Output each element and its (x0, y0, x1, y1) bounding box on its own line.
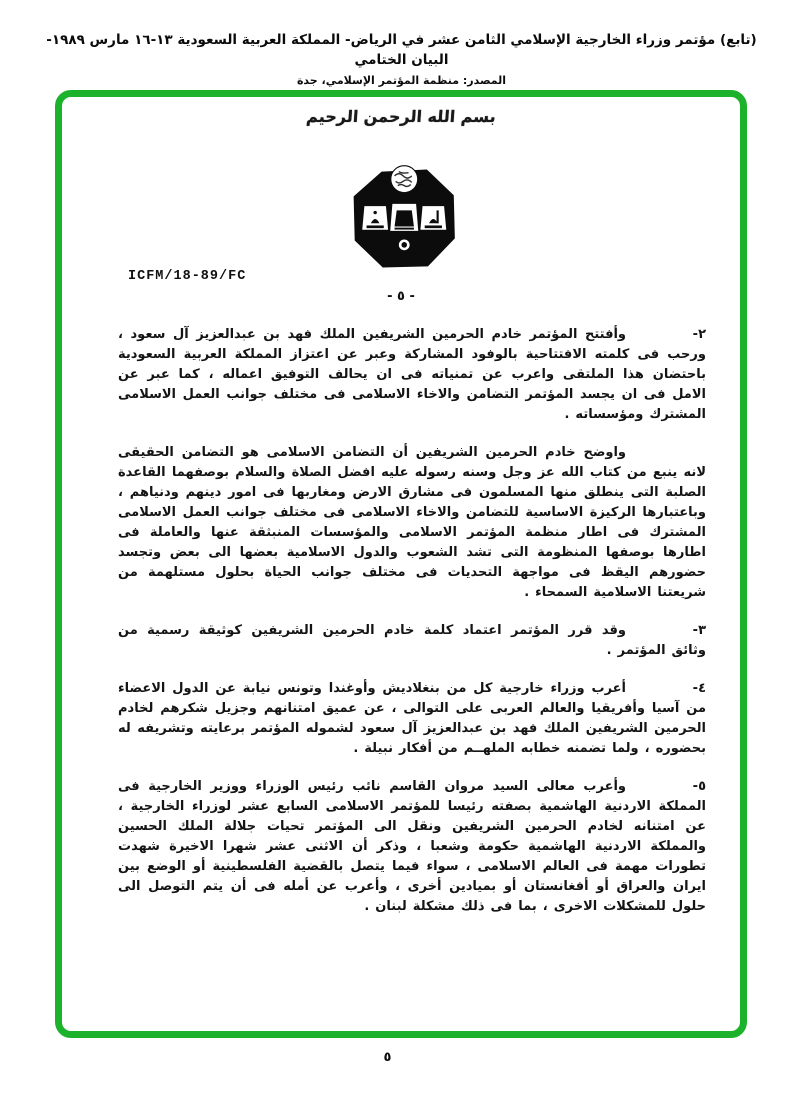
oic-emblem (350, 163, 458, 279)
paragraph-text: أعرب وزراء خارجية كل من بنغلاديش وأوغندا وتونس نيابة عن الدول الاعضاء من آسيا وأفريقيا والعالم العربى على التوالى ، عن عميق امتنانهم وجزيل شكرهم لخادم الحرمين الشريفين الملك فهد بن عبدالعزيز آل سعود لشموله المؤتمر برعايته وتشريفه له بحضوره ، ولما تضمنه خطابه الملهــم من أفكار نبيلة . (118, 681, 706, 756)
page-marker: - ٥ - (387, 289, 415, 304)
header-title: (تابع) مؤتمر وزراء الخارجية الإسلامي الثامن عشر في الرياض- المملكة العربية السعودية ١٣-١٦ مارس ١٩٨٩- البيان الختامي (46, 32, 757, 68)
footer-page-number: ٥ (383, 1050, 392, 1065)
paragraph (118, 777, 706, 917)
paragraph-number: ٣- (692, 623, 706, 638)
oic-emblem-graphic (350, 163, 458, 275)
header-source: المصدر: منظمة المؤتمر الإسلامي، جدة (296, 74, 507, 87)
paragraph (118, 325, 706, 425)
paragraph-text: وأفتتح المؤتمر خادم الحرمين الشريفين الملك فهد بن عبدالعزيز آل سعود ، ورحب فى كلمته الافتتاحية بالوفود المشاركة وعبر عن اعتزاز المملكة العربية السعودية باحتضان هذا الملتقى واعرب عن تمنياته فى ان يحالف التوفيق اعماله ، كما عبر عن الامل فى ان يجسد المؤتمر التضامن والاخاء الاسلامى فى مختلف جوانب العمل الاسلامى المشترك ومؤسساته . (118, 327, 706, 422)
paragraph-text: واوضح خادم الحرمين الشريفين أن التضامن الاسلامى هو التضامن الحقيقى لانه ينبع من كتاب الله عز وجل وسنه رسوله عليه افضل الصلاة والسلام بوصفهما القاعدة الصلبة التى ينطلق منها المسلمون فى مشارق الارض ومغاربها فى امور دينهم ودنياهم ، وباعتبارها الركيزة الاساسية للتضامن والاخاء الاسلامى فى مختلف جوانب العمل الاسلامى المشترك فى اطار منظمة المؤتمر الاسلامى والمؤسسات المنبثقة عنها والعاملة فى اطارها بوصفها المنظومة التى تشد الشعوب والدول الاسلامية بعضها الى بعض وتجسد حضورهم اليقظ فى مواجهة التحديات فى مختلف جوانب الحياة بحلول مستلهمة من شريعتنا الاسلامية السمحاء . (118, 445, 706, 600)
paragraph-number: ٥- (692, 779, 706, 794)
green-border-frame (55, 90, 747, 1038)
paragraph-text: وأعرب معالى السيد مروان القاسم نائب رئيس الوزراء ووزير الخارجية فى المملكة الاردنية الهاشمية بصفته رئيسا للمؤتمر الاسلامى السابع عشر لوزراء الخارجية ، عن امتنانه لخادم الحرمين الشريفين ونقل الى المؤتمر تحيات جلالة الملك الحسين والمملكة الاردنية الهاشمية حكومة وشعبا ، وذكر أن الاثنى عشر شهرا الاخيرة شهدت تطورات مهمة فى العالم الاسلامى ، سواء فيما يتصل بالقضية الفلسطينية أو الوضع بين ايران والعراق أو أفغانستان أو بميادين أخرى ، وأعرب عن أمله فى أن يتم التوصل الى حلول للمشكلات الاخرى ، بما فى ذلك مشكلة لبنان . (118, 779, 706, 914)
paragraph (118, 621, 706, 661)
paragraph-text: وقد قرر المؤتمر اعتماد كلمة خادم الحرمين الشريفين كوثيقة رسمية من وثائق المؤتمر . (118, 623, 706, 658)
paragraph (118, 443, 706, 603)
basmala-calligraphy: بسم الله الرحمن الرحيم (305, 107, 497, 126)
paragraph (118, 679, 706, 759)
paragraph-number: ٤- (692, 681, 706, 696)
paragraph-number: ٢- (692, 327, 706, 342)
paragraph-list (118, 325, 706, 917)
reference-code: ICFM/18-89/FC (128, 269, 247, 284)
document-header (30, 30, 773, 87)
